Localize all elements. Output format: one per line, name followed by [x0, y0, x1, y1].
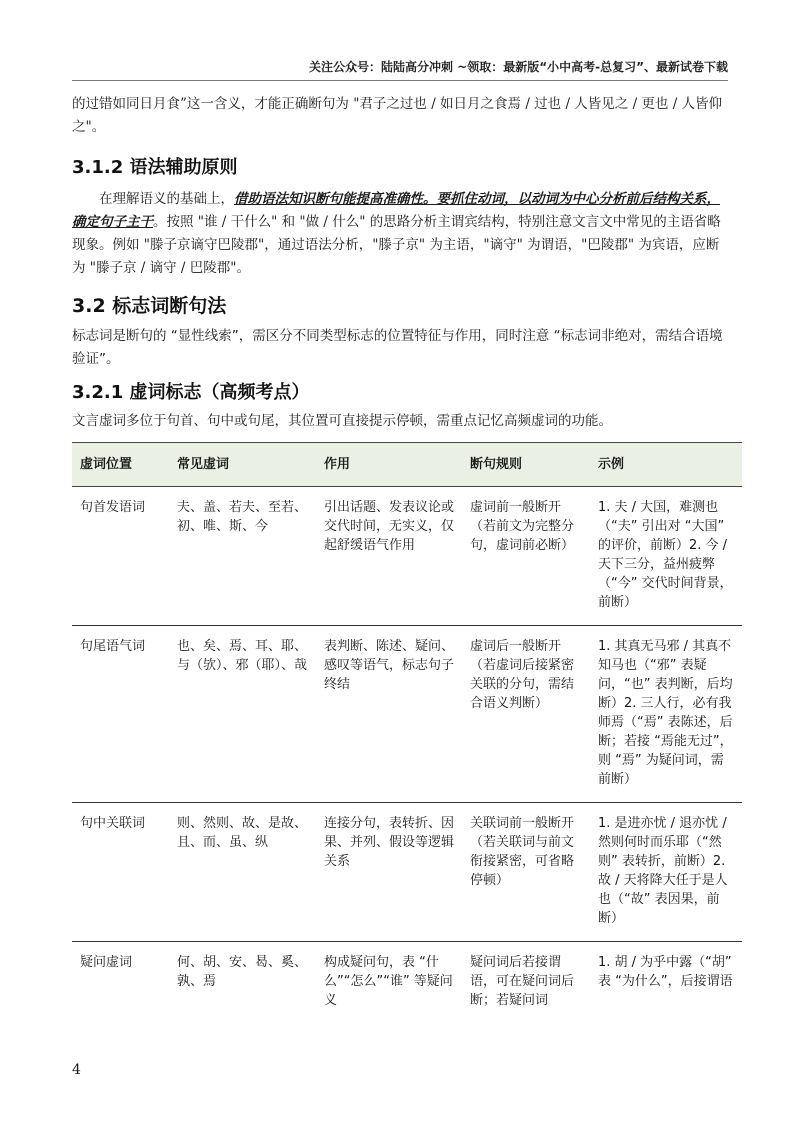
column-header: 作用: [316, 443, 462, 487]
paragraph-text-start: 在理解语义的基础上，: [99, 191, 234, 207]
section-heading-3-2: 3.2 标志词断句法: [72, 295, 227, 317]
table-cell: 表判断、陈述、疑问、感叹等语气，标志句子终结: [316, 626, 462, 803]
section-heading-3-1-2: 3.1.2 语法辅助原则: [72, 157, 238, 178]
table-cell: 1. 是进亦忧 / 退亦忧 / 然则何时而乐耶（“然则” 表转折，前断）2. 故 / 天将降大任于是人也（“故” 表因果，前断）: [590, 803, 742, 942]
table-cell: 虚词前一般断开（若前文为完整分句，虚词前必断）: [462, 487, 590, 626]
column-header: 虚词位置: [72, 443, 169, 487]
table-cell: 句尾语气词: [72, 626, 169, 803]
table-cell: 连接分句，表转折、因果、并列、假设等逻辑关系: [316, 803, 462, 942]
table-cell: 1. 其真无马邪 / 其真不知马也（“邪” 表疑问，“也” 表判断，后均断）2. 三人行，必有我师焉（“焉” 表陈述，后断；若接 “焉能无过”，则 “焉” 为疑问词，需前断）: [590, 626, 742, 803]
emphasized-text: 借助语法知识断句能提高准确性。要抓住动词，以动词为中心分析前后结构关系，确定句子主干: [72, 191, 720, 230]
table-header-row: [72, 443, 742, 487]
column-header: 断句规则: [462, 443, 590, 487]
table-row: [72, 942, 742, 1024]
header-divider: [72, 80, 728, 81]
page-number: 4: [72, 1062, 81, 1078]
table-cell: 引出话题、发表议论或交代时间，无实义，仅起舒缓语气作用: [316, 487, 462, 626]
column-header: 示例: [590, 443, 742, 487]
section-heading-3-2-1: 3.2.1 虚词标志（高频考点）: [72, 382, 310, 403]
table-cell: 何、胡、安、曷、奚、孰、焉: [177, 955, 308, 989]
marker-words-paragraph: 标志词是断句的 “显性线索”，需区分不同类型标志的位置特征与作用，同时注意 “标志词非绝对，需结合语境验证”。: [72, 328, 723, 367]
column-header: 常见虚词: [169, 443, 316, 487]
table-cell: 关联词前一般断开（若关联词与前文衔接紧密，可省略停顿）: [462, 803, 590, 942]
table-cell: 句首发语词: [72, 487, 169, 626]
table-row: [72, 487, 742, 626]
table-row: [72, 626, 742, 803]
table-cell: 夫、盖、若夫、至若、初、唯、斯、今: [169, 487, 316, 626]
table-cell: 则、然则、故、是故、且、而、虽、纵: [169, 803, 316, 942]
table-cell: 虚词后一般断开（若虚词后接紧密关联的分句，需结合语义判断）: [462, 626, 590, 803]
table-cell: 也、矣、焉、耳、耶、与（欤）、邪（耶）、哉: [169, 626, 316, 803]
table-cell: 1. 胡 / 为乎中露（“胡” 表 “为什么”，后接谓语: [598, 955, 733, 989]
function-words-intro: 文言虚词多位于句首、句中或句尾，其位置可直接提示停顿，需重点记忆高频虚词的功能。: [72, 413, 612, 429]
table-row: [72, 803, 742, 942]
table-cell: 句中关联词: [72, 803, 169, 942]
function-words-table: [72, 442, 742, 1023]
table-cell: 1. 夫 / 大国，难测也（“夫” 引出对 “大国” 的评价，前断）2. 今 / 天下三分，益州疲弊（“今” 交代时间背景，前断）: [590, 487, 742, 626]
intro-paragraph: 的过错如同日月食”这一含义，才能正确断句为 "君子之过也 / 如日月之食焉 / 过也 / 人皆见之 / 更也 / 人皆仰之"。: [72, 96, 723, 135]
grammar-principle-paragraph: [72, 188, 728, 280]
table-cell: 疑问词后若接谓语，可在疑问词后断；若疑问词: [470, 955, 575, 1008]
table-cell: 构成疑问句，表 “什么”“怎么”“谁” 等疑问义: [324, 955, 453, 1008]
table-cell: 疑问虚词: [80, 955, 133, 970]
paragraph-text-rest: 。按照 "谁 / 干什么" 和 "做 / 什么" 的思路分析主谓宾结构，特别注意文言文中常见的主语省略现象。例如 "滕子京谪守巴陵郡"，通过语法分析，"滕子京" 为主语，"谪守" 为谓语，"巴陵郡" 为宾语，应断为 "滕子京 / 谪守 / 巴陵郡"。: [72, 214, 721, 276]
page-header: 关注公众号：陆陆高分冲刺 ~领取：最新版“小中高考-总复习”、最新试卷下载: [309, 60, 728, 74]
